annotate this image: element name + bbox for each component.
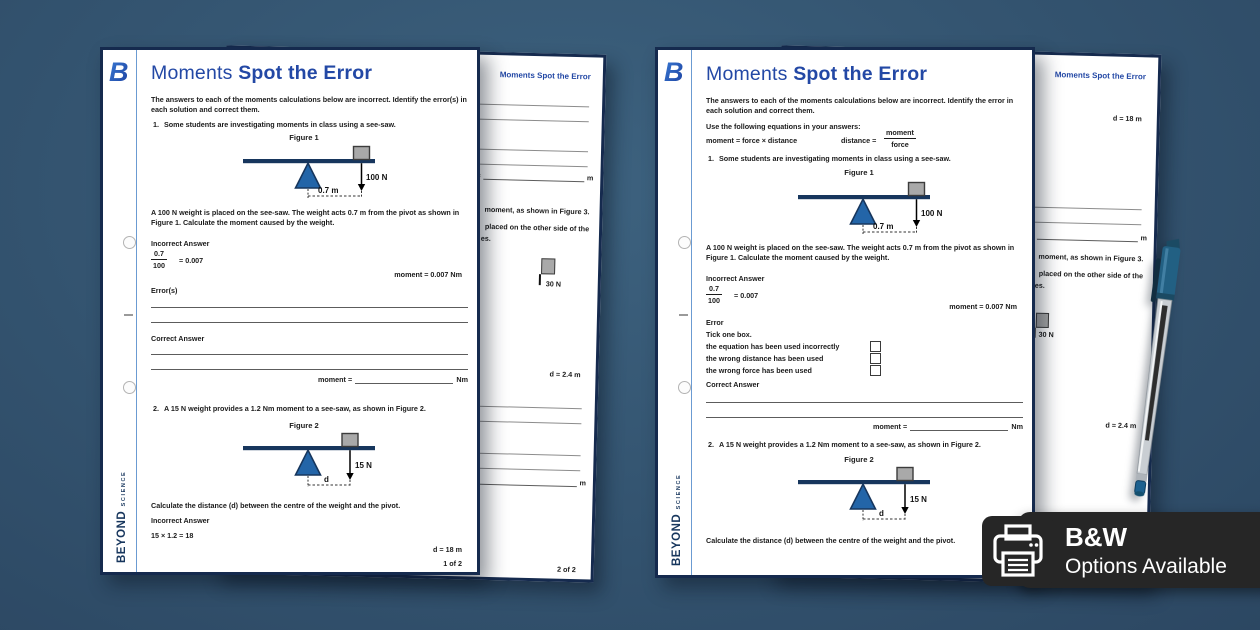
moment-answer-row — [318, 375, 468, 384]
incorrect-fraction — [706, 284, 722, 305]
bw-options-badge — [1018, 512, 1260, 588]
figure3-force-label: 30 N — [545, 279, 562, 289]
figure1-distance-label: 0.7 m — [318, 186, 339, 195]
question-fragment: placed on the other side of the — [1038, 268, 1144, 281]
figure1-caption: Figure 1 — [289, 133, 319, 142]
q2-body: Calculate the distance (d) between the centre of the weight and the pivot. — [706, 536, 956, 545]
metre-unit: m — [586, 173, 594, 183]
answer-blank — [484, 171, 585, 182]
question-fragment: es. — [1034, 280, 1045, 290]
error-option-1: the equation has been used incorrectly — [706, 342, 840, 351]
figure2-force-label: 15 N — [355, 461, 372, 470]
metre-unit: m — [579, 478, 587, 488]
figure1-seesaw-diagram — [793, 179, 978, 236]
figure3-force-label: 30 N — [1038, 329, 1054, 340]
brand-logo-vertical — [112, 471, 130, 563]
q2-text: A 15 N weight provides a 1.2 Nm moment to a see-saw, as shown in Figure 2. — [164, 404, 426, 413]
hole-punch — [678, 381, 691, 394]
title-regular: Moments — [151, 62, 233, 84]
answer-line — [151, 307, 468, 308]
worksheet-page-left-front — [100, 47, 480, 575]
equation-moment: moment = force × distance — [706, 136, 798, 145]
pivot-triangle — [851, 484, 876, 509]
distance-answer: d = 2.4 m — [1105, 420, 1137, 431]
distance-answer-row — [476, 171, 593, 183]
fraction-denominator: 100 — [708, 296, 720, 305]
margin-dash — [124, 314, 133, 316]
answer-line — [706, 417, 1023, 418]
equation-distance-fraction — [884, 128, 916, 149]
correct-answer-label: Correct Answer — [706, 380, 760, 389]
moment-answer-row — [873, 422, 1023, 431]
checkbox-option-3[interactable] — [870, 365, 881, 376]
weight-block — [1036, 313, 1049, 328]
answer-line — [706, 402, 1023, 403]
svg-text:B: B — [664, 57, 684, 87]
question-fragment: es. — [480, 233, 491, 243]
weight-block — [342, 434, 358, 447]
answer-blank — [910, 422, 1008, 431]
incorrect-calculation: 15 × 1.2 = 18 — [151, 531, 194, 540]
brand-sub: SCIENCE — [676, 473, 682, 510]
force-arrowhead — [358, 184, 365, 191]
figure1-force-label: 100 N — [921, 209, 943, 218]
fraction-numerator: 0.7 — [706, 284, 722, 295]
printer-icon — [990, 523, 1046, 579]
fraction-denominator: 100 — [153, 261, 165, 270]
figure2-caption: Figure 2 — [289, 421, 319, 430]
figure2-seesaw-diagram — [793, 464, 978, 526]
page-title — [706, 64, 927, 85]
incorrect-answer-label: Incorrect Answer — [706, 274, 765, 283]
intro-text: The answers to each of the moments calculations below are incorrect. Identify the error in each solution and correct them. — [706, 96, 1014, 116]
incorrect-answer-label: Incorrect Answer — [151, 516, 210, 525]
page-number: 1 of 2 — [443, 559, 462, 568]
brand-name: BEYOND — [116, 510, 128, 563]
hole-punch — [123, 236, 136, 249]
weight-block — [354, 147, 370, 160]
page-header: Moments Spot the Error — [499, 70, 591, 82]
pivot-triangle — [296, 163, 321, 188]
hole-punch — [123, 381, 136, 394]
title-regular: Moments — [706, 63, 788, 85]
margin-divider — [136, 50, 137, 572]
q1-text: Some students are investigating moments in class using a see-saw. — [164, 120, 396, 129]
moment-unit: Nm — [456, 375, 468, 384]
question-fragment: moment, as shown in Figure 3. — [484, 204, 590, 217]
question-fragment: placed on the other side of the — [484, 221, 590, 234]
q1-body: A 100 N weight is placed on the see-saw. The weight acts 0.7 m from the pivot as shown in Figure 1. Calculate the moment caused by the weight. — [706, 243, 1015, 263]
metre-unit: m — [1140, 233, 1148, 243]
answer-blank — [355, 375, 453, 384]
figure2-force-label: 15 N — [910, 495, 927, 504]
incorrect-fraction — [151, 249, 167, 270]
answer-line — [151, 322, 468, 323]
q2-body: Calculate the distance (d) between the centre of the weight and the pivot. — [151, 501, 401, 510]
brand-logo-vertical — [667, 474, 685, 566]
intro-text: The answers to each of the moments calculations below are incorrect. Identify the error(s) in each solution and correct them. — [151, 95, 467, 115]
worksheet-stack-left — [100, 47, 594, 575]
q1-body: A 100 N weight is placed on the see-saw. The weight acts 0.7 m from the pivot as shown in Figure 1. Calculate the moment caused by the weight. — [151, 208, 460, 228]
figure1-distance-label: 0.7 m — [873, 222, 894, 231]
incorrect-answer-label: Incorrect Answer — [151, 239, 210, 248]
q1-number: 1. — [153, 120, 159, 129]
force-arrowhead — [913, 220, 920, 227]
force-arrowhead — [901, 507, 908, 514]
beyond-logo-icon — [108, 56, 136, 88]
brand-sub: SCIENCE — [121, 470, 127, 507]
page-header: Moments Spot the Error — [1054, 70, 1146, 82]
answer-line — [151, 354, 468, 355]
pen-cap — [1156, 246, 1181, 300]
distance-answer: d = 18 m — [433, 545, 462, 554]
force-arrowhead — [346, 473, 353, 480]
question-fragment: moment, as shown in Figure 3. — [1038, 251, 1144, 264]
badge-title: B&W — [1065, 522, 1128, 552]
moment-unit: Nm — [1011, 422, 1023, 431]
svg-text:B: B — [109, 57, 129, 87]
fraction-result: = 0.007 — [179, 256, 204, 265]
fraction-result: = 0.007 — [734, 291, 759, 300]
pivot-triangle — [296, 450, 321, 475]
distance-answer: d = 18 m — [1112, 113, 1142, 124]
figure1-caption: Figure 1 — [844, 168, 874, 177]
printer-icon-plate — [982, 516, 1054, 586]
equation-distance-prefix: distance = — [841, 136, 877, 145]
tick-instruction: Tick one box. — [706, 330, 752, 339]
brand-name: BEYOND — [671, 513, 683, 566]
figure2-distance-label: d — [324, 475, 329, 484]
weight-block — [897, 468, 913, 481]
page-title — [151, 63, 372, 84]
distance-answer: d = 2.4 m — [549, 369, 581, 380]
fraction-numerator: moment — [886, 128, 914, 137]
error-option-3: the wrong force has been used — [706, 366, 812, 375]
margin-dash — [679, 314, 688, 316]
weight-block — [909, 183, 925, 196]
given-moment: moment = 0.007 Nm — [949, 302, 1017, 311]
fraction-numerator: 0.7 — [151, 249, 167, 260]
equations-intro: Use the following equations in your answers: — [706, 122, 861, 131]
given-moment: moment = 0.007 Nm — [394, 270, 462, 279]
correct-answer-label: Correct Answer — [151, 334, 205, 343]
title-bold: Spot the Error — [793, 63, 928, 85]
checkbox-option-1[interactable] — [870, 341, 881, 352]
worksheet-page-right-front — [655, 47, 1035, 578]
checkbox-option-2[interactable] — [870, 353, 881, 364]
weight-block — [541, 258, 555, 274]
figure2-distance-label: d — [879, 509, 884, 518]
distance-answer-row — [1030, 231, 1147, 243]
figure2-seesaw-diagram — [238, 430, 423, 492]
q1-number: 1. — [708, 154, 714, 163]
figure1-force-label: 100 N — [366, 173, 388, 182]
pivot-triangle — [851, 199, 876, 224]
q1-text: Some students are investigating moments in class using a see-saw. — [719, 154, 951, 163]
moment-prefix: moment = — [318, 375, 353, 384]
errors-label: Error(s) — [151, 286, 178, 295]
answer-blank — [1037, 231, 1138, 242]
q2-number: 2. — [153, 404, 159, 413]
margin-divider — [691, 50, 692, 575]
beyond-logo-icon — [663, 56, 691, 88]
figure1-seesaw-diagram — [238, 143, 423, 200]
figure2-caption: Figure 2 — [844, 455, 874, 464]
answer-line — [151, 369, 468, 370]
hole-punch — [678, 236, 691, 249]
q2-text: A 15 N weight provides a 1.2 Nm moment to a see-saw, as shown in Figure 2. — [719, 440, 981, 449]
title-bold: Spot the Error — [238, 62, 373, 84]
fraction-denominator: force — [891, 140, 909, 149]
page-number: 2 of 2 — [556, 564, 576, 575]
error-option-2: the wrong distance has been used — [706, 354, 824, 363]
distance-answer-row — [469, 475, 586, 487]
q2-number: 2. — [708, 440, 714, 449]
moment-prefix: moment = — [873, 422, 908, 431]
answer-blank — [476, 476, 577, 487]
badge-subtitle: Options Available — [1065, 555, 1227, 578]
error-label: Error — [706, 318, 724, 327]
force-arrow-fragment — [539, 274, 541, 285]
